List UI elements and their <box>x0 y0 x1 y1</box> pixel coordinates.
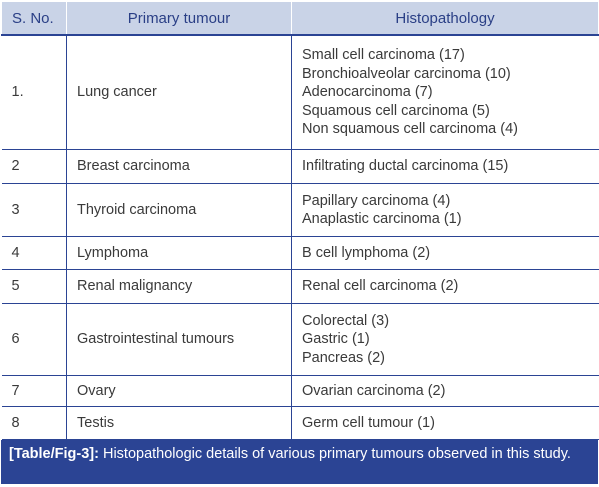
cell-tumour: Ovary <box>67 376 292 407</box>
table-header-row <box>2 2 599 36</box>
cell-sno: 6 <box>2 304 67 376</box>
caption-text: Histopathologic details of various primary tumours observed in this study. <box>98 446 571 462</box>
cell-histopathology <box>292 237 599 270</box>
histo-line: Germ cell tumour (1) <box>302 414 435 431</box>
header-primary-tumour: Primary tumour <box>67 2 292 36</box>
histo-line: Papillary carcinoma (4) <box>302 192 451 209</box>
cell-tumour: Lymphoma <box>67 237 292 270</box>
histo-line: Anaplastic carcinoma (1) <box>302 211 462 227</box>
caption-label: [Table/Fig-3]: <box>9 446 99 462</box>
cell-sno: 5 <box>2 270 67 304</box>
table-row <box>2 407 599 440</box>
histo-line: Adenocarcinoma (7) <box>302 84 433 101</box>
cell-sno: 3 <box>2 184 67 237</box>
cell-tumour: Lung cancer <box>67 35 292 150</box>
document-table-figure <box>1 1 598 485</box>
cell-tumour: Renal malignancy <box>67 270 292 304</box>
cell-tumour: Gastrointestinal tumours <box>67 304 292 376</box>
table-row <box>2 304 599 376</box>
table-body <box>2 35 599 440</box>
histo-line: Ovarian carcinoma (2) <box>302 382 446 399</box>
histo-line: Bronchioalveolar carcinoma (10) <box>302 65 511 82</box>
histo-line: Small cell carcinoma (17) <box>302 47 465 64</box>
cell-histopathology <box>292 304 599 376</box>
cell-sno: 2 <box>2 150 67 184</box>
histo-line: B cell lymphoma (2) <box>302 244 431 261</box>
cell-histopathology <box>292 376 599 407</box>
histopathology-table <box>1 1 599 440</box>
histo-line: Non squamous cell carcinoma (4) <box>302 121 518 138</box>
cell-histopathology <box>292 184 599 237</box>
table-row <box>2 35 599 150</box>
cell-histopathology <box>292 407 599 440</box>
header-sno: S. No. <box>2 2 67 36</box>
header-histopathology: Histopathology <box>292 2 599 36</box>
histo-line: Colorectal (3) <box>302 312 390 329</box>
histo-line: Gastric (1) <box>302 331 370 348</box>
cell-tumour: Thyroid carcinoma <box>67 184 292 237</box>
table-row <box>2 270 599 304</box>
table-row <box>2 237 599 270</box>
table-row <box>2 376 599 407</box>
histo-line: Renal cell carcinoma (2) <box>302 278 459 295</box>
cell-histopathology <box>292 150 599 184</box>
table-row <box>2 184 599 237</box>
cell-tumour: Testis <box>67 407 292 440</box>
histo-line: Squamous cell carcinoma (5) <box>302 102 490 119</box>
cell-sno: 7 <box>2 376 67 407</box>
table-row <box>2 150 599 184</box>
histo-line: Infiltrating ductal carcinoma (15) <box>302 158 509 175</box>
cell-sno: 8 <box>2 407 67 440</box>
cell-tumour: Breast carcinoma <box>67 150 292 184</box>
cell-histopathology <box>292 270 599 304</box>
cell-sno: 1. <box>2 35 67 150</box>
cell-sno: 4 <box>2 237 67 270</box>
cell-histopathology <box>292 35 599 150</box>
table-caption <box>1 440 598 484</box>
histo-line: Pancreas (2) <box>302 349 386 366</box>
